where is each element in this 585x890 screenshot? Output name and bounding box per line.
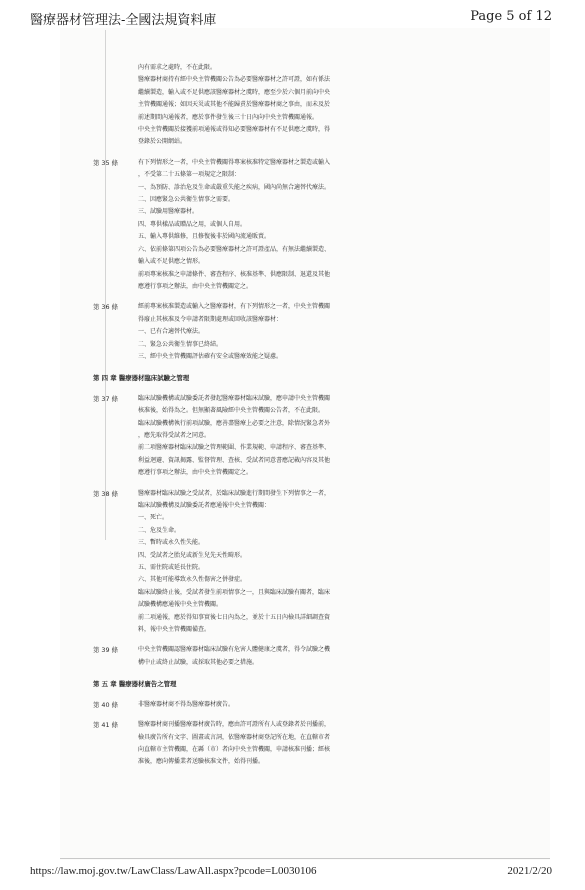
text-line: 繼續製造，輸入或不足供應該醫療器材之虞時，應至少於六個月前向中央 (138, 88, 331, 96)
text-line: 前二項醫療器材臨床試驗之管理範圍、作業規範、申請程序、審查基準、 (138, 444, 331, 452)
text-line: 中央主管機關於接獲前項通報或得知必要醫療器材有不足供應之虞時，得 (138, 126, 331, 134)
text-line: 一、死亡。 (138, 514, 169, 522)
text-line: 五、輸入專供維修，且修復後非於國內流通販賣。 (138, 233, 271, 241)
article-number: 第 39 條 (93, 646, 118, 655)
text-line: 六、其他可能導致永久性傷害之併發症。 (138, 576, 247, 584)
article-number: 第 37 條 (93, 394, 118, 403)
text-line: 中央主管機關認醫療器材臨床試驗有危害人體健康之虞者，得令試驗之機 (138, 646, 331, 654)
text-line: 醫療器材臨床試驗之受試者，於臨床試驗進行期間發生下列情事之一者， (138, 489, 331, 497)
bottom-rule (60, 858, 550, 859)
text-line: 料，報中央主管機關備查。 (138, 626, 211, 634)
page-number: Page 5 of 12 (470, 9, 552, 24)
article-number: 第 40 條 (93, 700, 118, 709)
text-line: 三、試驗用醫療器材。 (138, 208, 199, 216)
article-41 (78, 719, 490, 769)
text-line: ，不受第二十五條第一項規定之限制： (138, 171, 241, 179)
text-line: 一、已有合適替代療法。 (138, 328, 205, 336)
text-line: 核准後，始得為之。但無顯著風險經中央主管機關公告者，不在此限。 (138, 407, 325, 415)
text-line: 臨床試驗機構或試驗委託者發起醫療器材臨床試驗，應申請中央主管機關 (138, 394, 331, 402)
text-line: 臨床試驗終止後，受試者發生前項情事之一，且與臨床試驗有關者，臨床 (138, 588, 331, 596)
page-header-title: 醫療器材管理法-全國法規資料庫 (30, 13, 217, 28)
text-line: 三、暫時或永久性失能。 (138, 539, 205, 547)
text-line: 二、危及生命。 (138, 526, 181, 534)
footer-date: 2021/2/20 (507, 865, 552, 877)
article-number: 第 36 條 (93, 303, 118, 312)
text-line: 輸入或不足供應之情形。 (138, 258, 205, 266)
text-line: 應遵行事項之辦法，由中央主管機關定之。 (138, 469, 253, 477)
text-line: 五、需住院或延長住院。 (138, 564, 205, 572)
text-line: 構中止或終止試驗，或採取其他必要之措施。 (138, 658, 259, 666)
chapter-heading: 第 五 章 醫療器材廣告之管理 (93, 680, 177, 689)
text-line: 主管機關通報；如因天災或其他不能歸責於醫療器材商之事由，而未及於 (138, 101, 331, 109)
text-line: 試驗機構應通報中央主管機關。 (138, 601, 223, 609)
text-line: 臨床試驗機構執行前項試驗，應善盡醫療上必要之注意，除情況緊急者外 (138, 419, 331, 427)
text-line: 檢具廣告所有文字、圖畫或言詞，依醫療器材商登記所在地，在直轄市者 (138, 733, 331, 741)
article-37 (78, 393, 490, 480)
text-line: 有下列情形之一者，中央主管機關得專案核准特定醫療器材之製造或輸入 (138, 158, 331, 166)
article-number: 第 35 條 (93, 158, 118, 167)
text-line: 內有需求之處時，不在此限。 (138, 64, 217, 71)
text-line: 前項專案核准之申請條件、審查程序、核准基準、供應限制、退還及其他 (138, 270, 331, 278)
article-39 (78, 644, 490, 669)
chapter-heading: 第 四 章 醫療器材臨床試驗之管理 (93, 374, 190, 383)
text-line: 准後，應向傳播業者送驗核准文件，始得刊播。 (138, 758, 265, 766)
article-40 (78, 699, 490, 711)
text-line: 一、為預防、診治危及生命或嚴重失能之疾病，國內尚無合適替代療法。 (138, 183, 331, 191)
text-line: 前二項通報，應於得知事實後七日內為之，並於十五日內檢具詳細調查資 (138, 613, 331, 621)
law-text (78, 62, 490, 769)
text-line: 前述期間內通報者，應於事件發生後三十日內向中央主管機關通報。 (138, 113, 319, 121)
text-line: 二、緊急公共衛生情事已終結。 (138, 340, 223, 348)
article-38 (78, 488, 490, 637)
text-line: 非醫療器材商不得為醫療器材廣告。 (138, 700, 235, 708)
text-line: 醫療器材商持有經中央主管機關公告為必要醫療器材之許可證，如有係法 (138, 76, 331, 84)
text-line: 向直轄市主管機關，在縣（市）者向中央主管機關，申請核准刊播；經核 (138, 745, 331, 753)
text-line: 利益迴避、資訊揭露、監督管理、查核、受試者同意書應記載內容及其他 (138, 456, 331, 464)
article-number: 第 41 條 (93, 721, 118, 730)
intro-paragraph (138, 62, 490, 149)
footer-url: https://law.moj.gov.tw/LawClass/LawAll.aspx?pcode=L0030106 (30, 865, 317, 877)
text-line: 經前專案核准製造或輸入之醫療器材，有下列情形之一者，中央主管機關 (138, 303, 331, 311)
text-line: 六、依前條第四項公告為必要醫療器材之許可證產品，有無法繼續製造、 (138, 245, 331, 253)
text-line: 四、專供樣品或贈品之用，或個人自用。 (138, 220, 247, 228)
text-line: 二、因應緊急公共衛生情事之需要。 (138, 196, 235, 204)
text-line: 三、經中央主管機關評估確有安全或醫療效能之疑慮。 (138, 352, 283, 360)
article-35 (78, 157, 490, 293)
text-line: 登錄於公開網站。 (138, 138, 187, 146)
article-number: 第 38 條 (93, 489, 118, 498)
text-line: 四、受試者之胎兒或新生兒先天性畸形。 (138, 551, 247, 559)
text-line: ，應先取得受試者之同意。 (138, 431, 211, 439)
text-line: 得廢止其核准及令申請者限期處理或回收該醫療器材： (138, 315, 283, 323)
article-36 (78, 301, 490, 363)
text-line: 應遵行事項之辦法，由中央主管機關定之。 (138, 282, 253, 290)
text-line: 醫療器材商刊播醫療器材廣告時，應由許可證所有人或登錄者於刊播前， (138, 721, 331, 729)
text-line: 臨床試驗機構及試驗委託者應通報中央主管機關： (138, 502, 271, 509)
